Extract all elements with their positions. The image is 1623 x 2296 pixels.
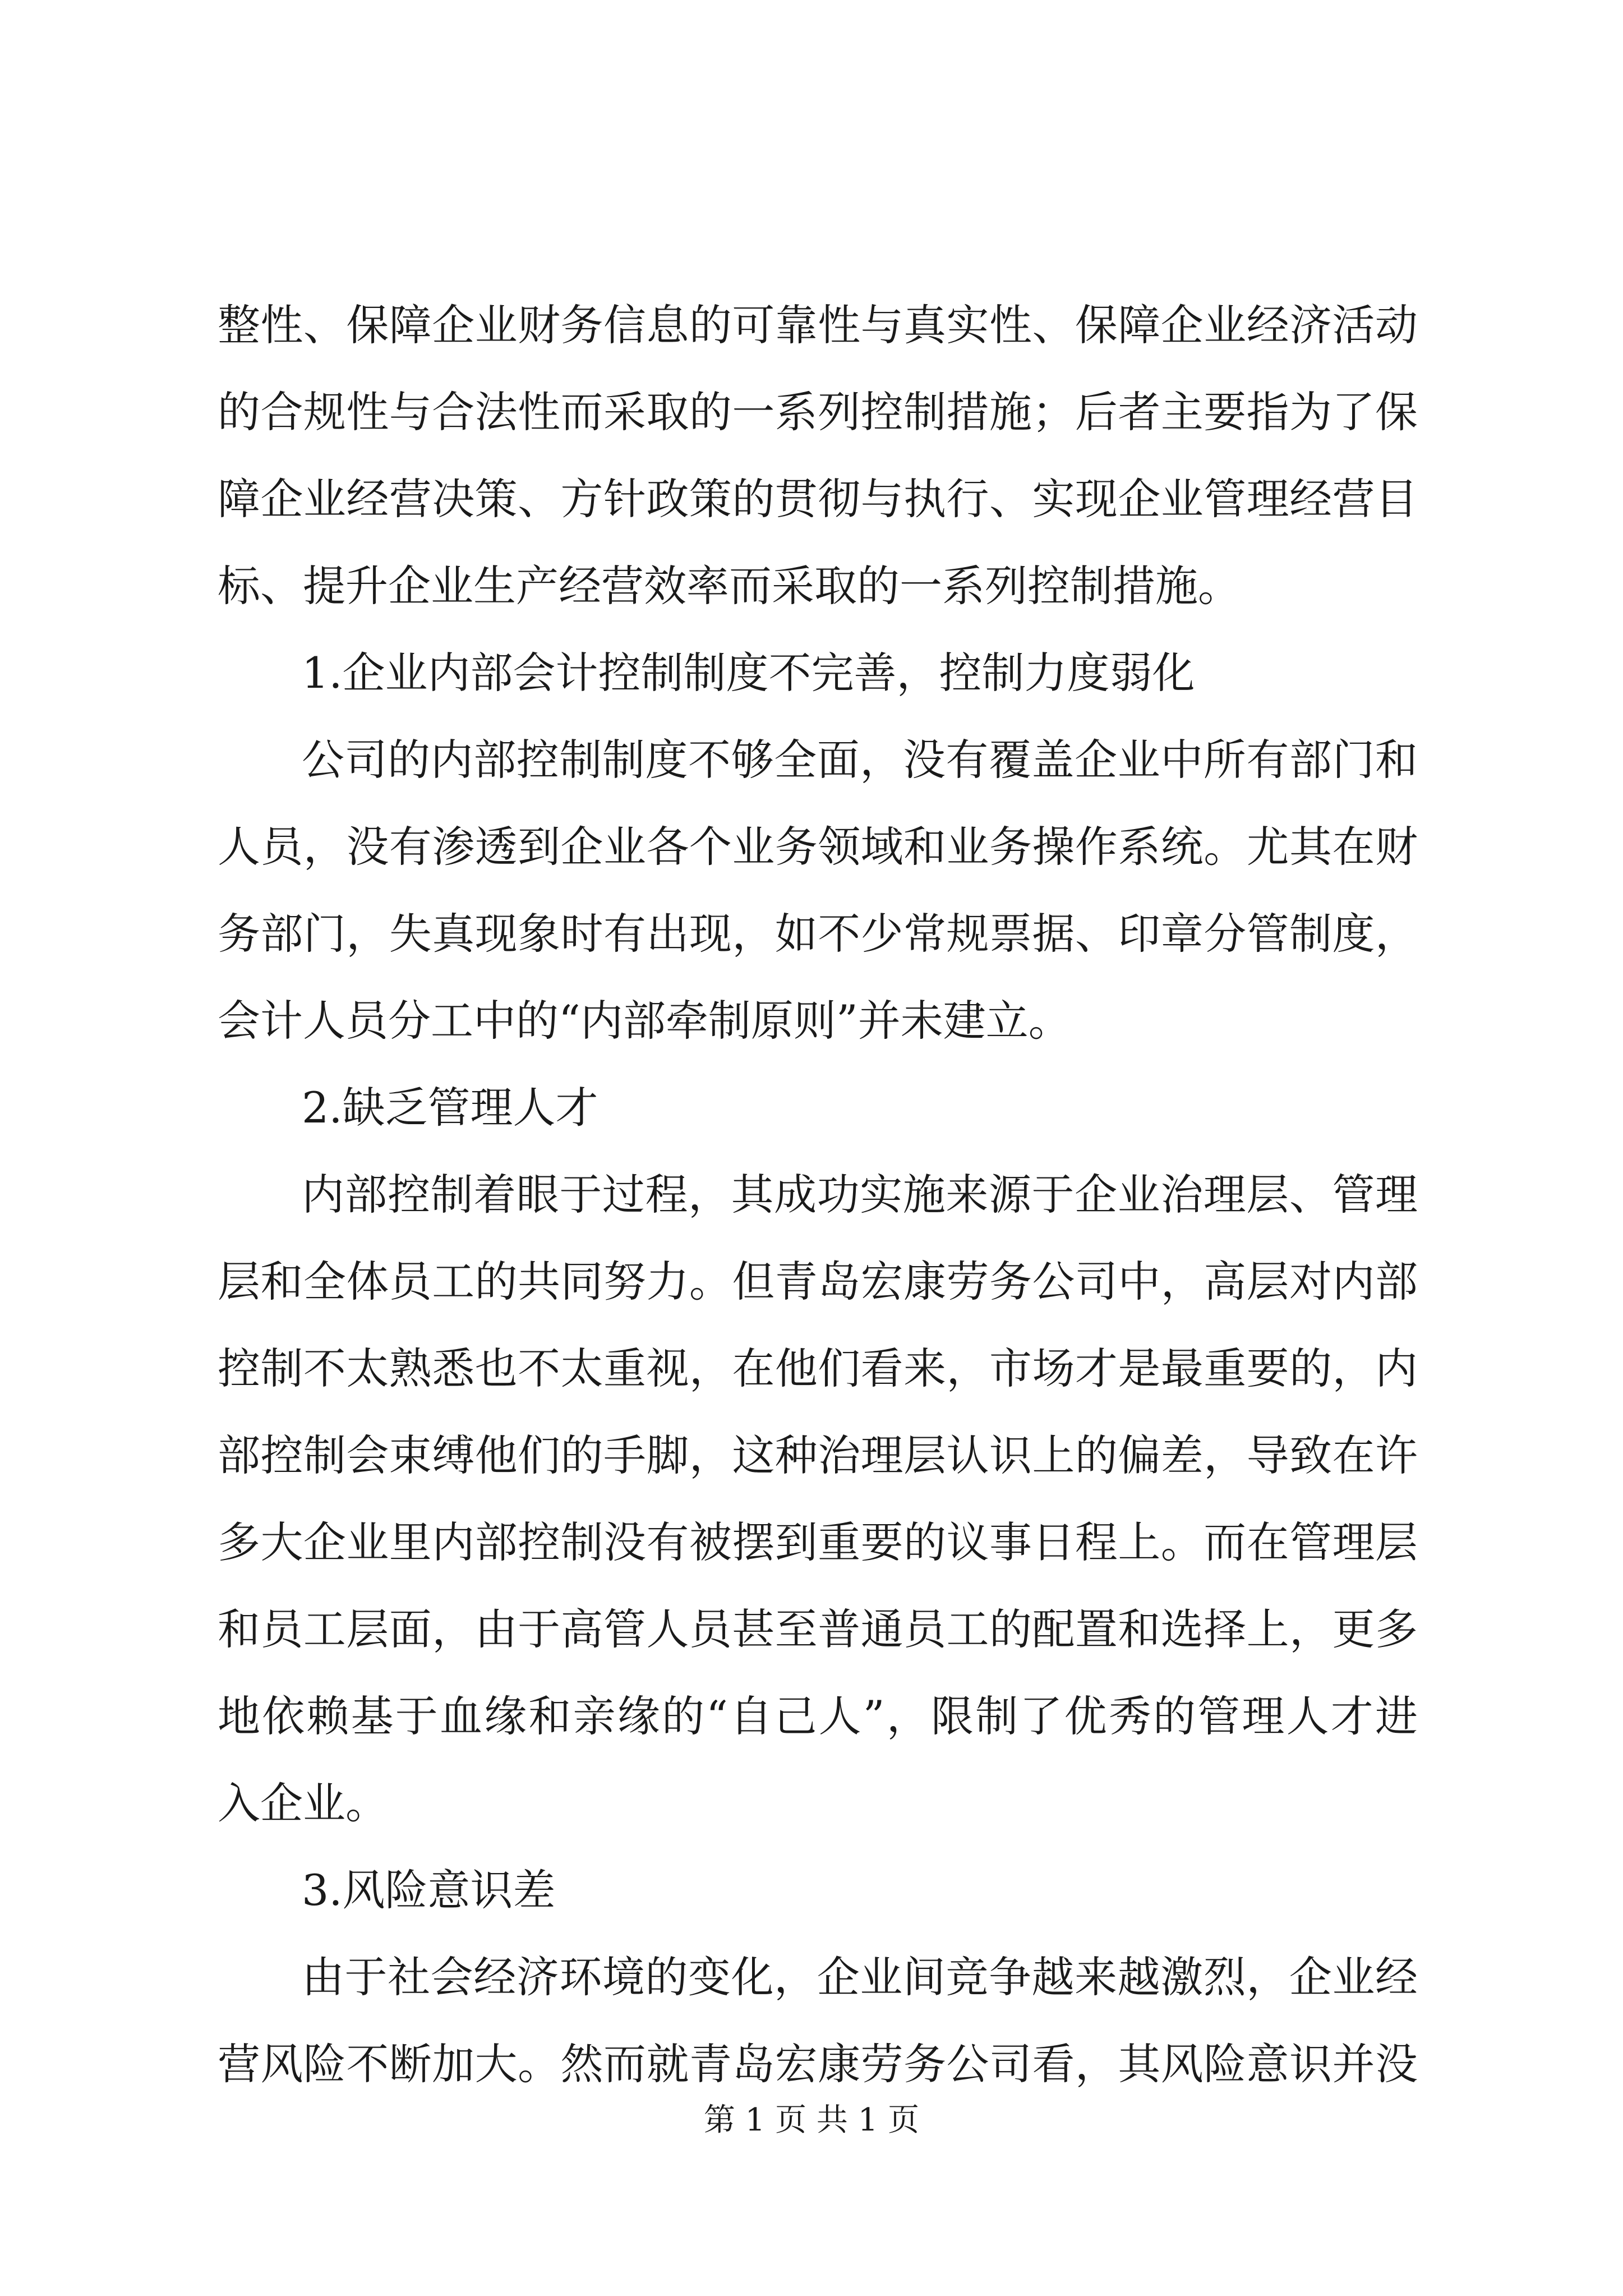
page-footer: 第 1 页 共 1 页 <box>703 2102 920 2138</box>
text-line: 内部控制着眼于过程，其成功实施来源于企业治理层、管理 <box>302 1170 1418 1220</box>
section-heading-2: 2.缺乏管理人才 <box>302 1083 598 1133</box>
text-line: 整性、保障企业财务信息的可靠性与真实性、保障企业经济活动 <box>218 300 1418 350</box>
text-line: 的合规性与合法性而采取的一系列控制措施；后者主要指为了保 <box>218 387 1418 437</box>
section-heading-1: 1.企业内部会计控制制度不完善，控制力度弱化 <box>302 648 1195 698</box>
text-line: 控制不太熟悉也不太重视，在他们看来，市场才是最重要的，内 <box>218 1343 1418 1393</box>
text-line: 务部门，失真现象时有出现，如不少常规票据、印章分管制度， <box>218 909 1418 959</box>
text-line: 障企业经营决策、方针政策的贯彻与执行、实现企业管理经营目 <box>218 474 1418 524</box>
text-line: 由于社会经济环境的变化，企业间竞争越来越激烈，企业经 <box>302 1952 1418 2002</box>
text-line: 会计人员分工中的“内部牵制原则”并未建立。 <box>218 996 1071 1046</box>
text-line: 层和全体员工的共同努力。但青岛宏康劳务公司中，高层对内部 <box>218 1257 1418 1306</box>
text-line: 地依赖基于血缘和亲缘的“自己人”，限制了优秀的管理人才进 <box>218 1691 1418 1741</box>
text-line: 公司的内部控制制度不够全面，没有覆盖企业中所有部门和 <box>302 735 1418 785</box>
section-heading-3: 3.风险意识差 <box>302 1865 556 1915</box>
text-line: 入企业。 <box>218 1778 388 1828</box>
text-line: 多大企业里内部控制没有被摆到重要的议事日程上。而在管理层 <box>218 1517 1418 1567</box>
text-line: 和员工层面，由于高管人员甚至普通员工的配置和选择上，更多 <box>218 1604 1418 1654</box>
text-line: 部控制会束缚他们的手脚，这种治理层认识上的偏差，导致在许 <box>218 1430 1418 1480</box>
text-line: 营风险不断加大。然而就青岛宏康劳务公司看，其风险意识并没 <box>218 2039 1418 2089</box>
text-line: 人员，没有渗透到企业各个业务领域和业务操作系统。尤其在财 <box>218 822 1418 872</box>
text-line: 标、提升企业生产经营效率而采取的一系列控制措施。 <box>218 561 1241 611</box>
